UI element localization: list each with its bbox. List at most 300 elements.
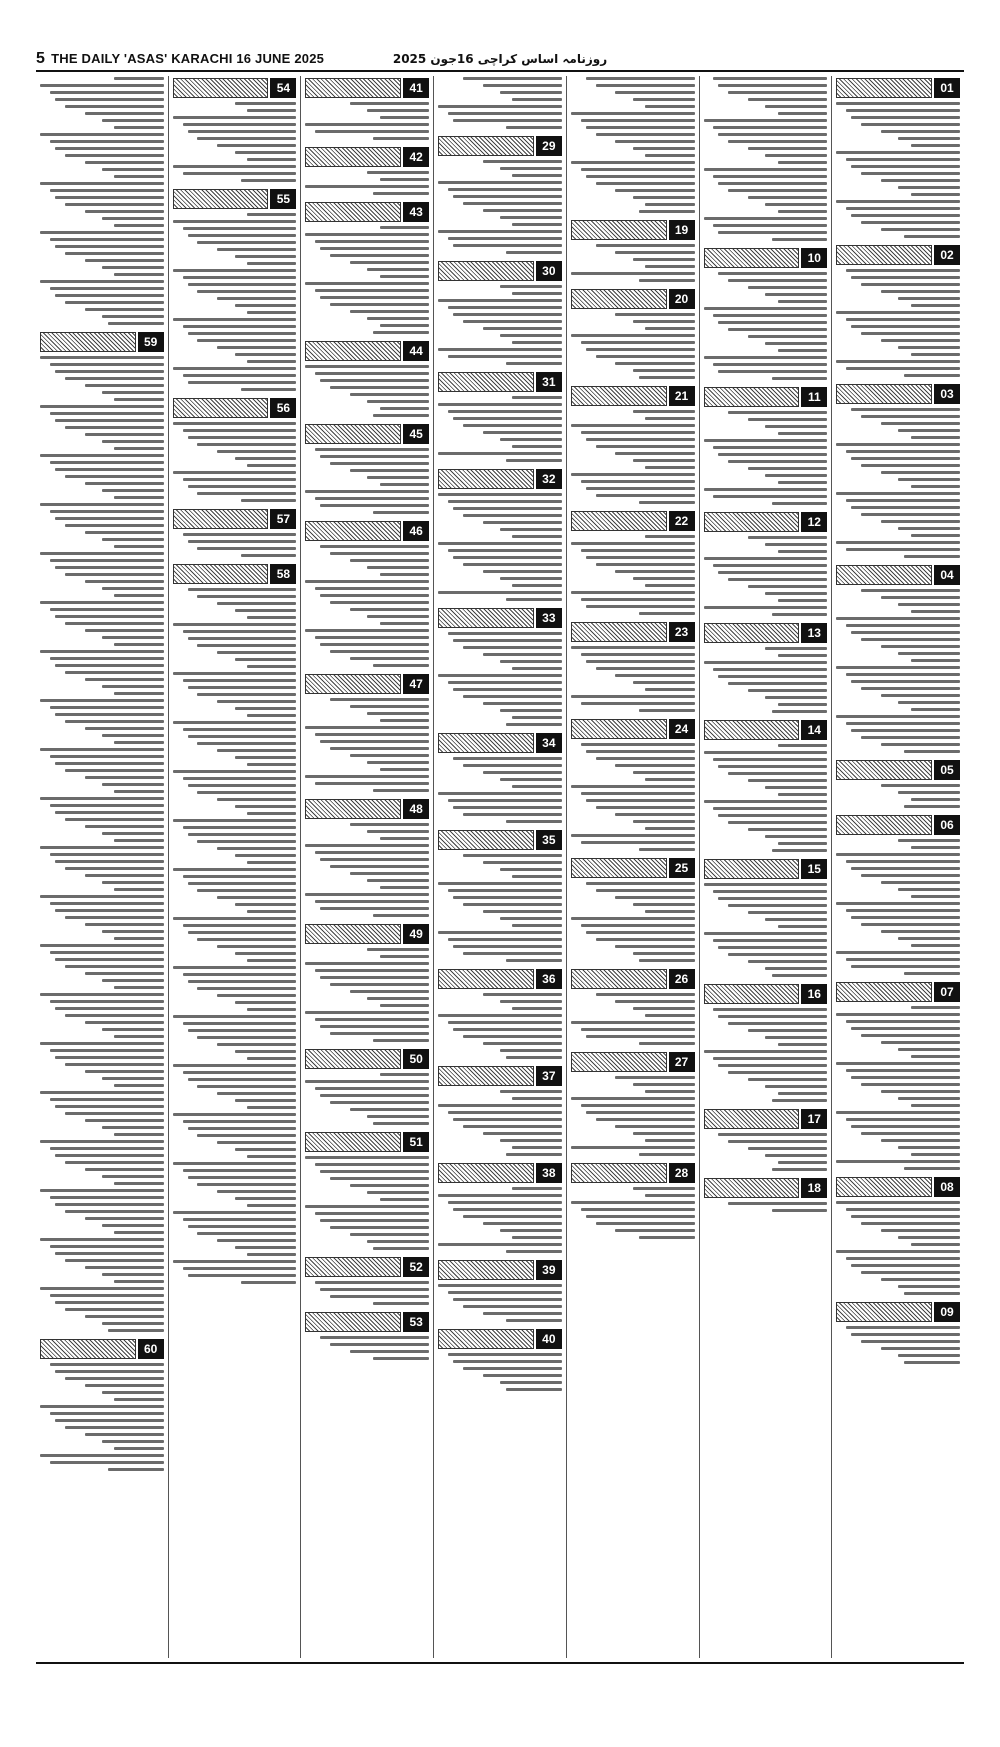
text-line bbox=[586, 77, 695, 80]
text-line bbox=[596, 1222, 695, 1225]
text-line bbox=[241, 1281, 297, 1284]
text-line bbox=[65, 154, 164, 157]
text-line bbox=[448, 681, 562, 684]
text-line bbox=[330, 1226, 429, 1229]
text-line bbox=[114, 1280, 163, 1283]
headline-hatch bbox=[305, 341, 401, 361]
text-line bbox=[506, 723, 562, 726]
item-body-text bbox=[438, 853, 562, 963]
text-line bbox=[881, 645, 960, 648]
text-line bbox=[367, 109, 429, 112]
text-line bbox=[217, 346, 296, 349]
text-line bbox=[102, 1273, 164, 1276]
text-line bbox=[102, 1440, 164, 1443]
text-line bbox=[448, 1021, 562, 1024]
text-line bbox=[778, 842, 827, 845]
text-line bbox=[65, 252, 164, 255]
text-line bbox=[320, 296, 429, 299]
item-body-text bbox=[571, 534, 695, 616]
text-line bbox=[438, 591, 562, 594]
text-line bbox=[114, 888, 163, 891]
text-line bbox=[881, 1041, 960, 1044]
item-body-text bbox=[173, 587, 297, 1285]
text-line bbox=[55, 294, 164, 297]
text-line bbox=[772, 849, 828, 852]
text-line bbox=[350, 657, 429, 660]
text-line bbox=[114, 790, 163, 793]
item-number-row bbox=[305, 521, 429, 541]
text-line bbox=[765, 474, 827, 477]
text-line bbox=[188, 1127, 297, 1130]
masthead-english: THE DAILY 'ASAS' KARACHI 16 JUNE 2025 bbox=[51, 51, 325, 66]
text-line bbox=[483, 209, 562, 212]
item-number-row bbox=[836, 982, 960, 1002]
text-line bbox=[861, 638, 960, 641]
text-line bbox=[645, 417, 694, 420]
text-line bbox=[615, 813, 694, 816]
text-line bbox=[596, 757, 695, 760]
item-number-badge: 53 bbox=[403, 1312, 429, 1332]
text-line bbox=[448, 938, 562, 941]
text-line bbox=[453, 556, 562, 559]
text-line bbox=[765, 1085, 827, 1088]
item-number-row bbox=[173, 509, 297, 529]
text-line bbox=[50, 510, 164, 513]
text-line bbox=[247, 1106, 296, 1109]
text-line bbox=[65, 377, 164, 380]
text-line bbox=[911, 708, 960, 711]
text-line bbox=[315, 782, 429, 785]
text-line bbox=[704, 356, 828, 359]
text-line bbox=[881, 471, 960, 474]
text-line bbox=[500, 528, 562, 531]
text-line bbox=[197, 443, 296, 446]
item-number-badge: 32 bbox=[536, 469, 562, 489]
headline-hatch bbox=[40, 1339, 136, 1359]
text-line bbox=[438, 348, 562, 351]
news-column bbox=[831, 76, 964, 1658]
text-line bbox=[861, 513, 960, 516]
text-line bbox=[183, 429, 297, 432]
text-line bbox=[217, 847, 296, 850]
text-line bbox=[380, 407, 429, 410]
headline-hatch bbox=[438, 733, 534, 753]
item-number-row bbox=[571, 1163, 695, 1183]
text-line bbox=[102, 315, 164, 318]
news-item bbox=[305, 1049, 429, 1126]
item-number-badge: 54 bbox=[270, 78, 296, 98]
text-line bbox=[320, 1219, 429, 1222]
text-line bbox=[448, 188, 562, 191]
text-line bbox=[512, 223, 561, 226]
text-line bbox=[728, 821, 827, 824]
text-line bbox=[40, 356, 164, 359]
item-number-badge: 55 bbox=[270, 189, 296, 209]
text-line bbox=[500, 216, 562, 219]
text-line bbox=[748, 418, 827, 421]
text-line bbox=[320, 1170, 429, 1173]
text-line bbox=[512, 1236, 561, 1239]
text-line bbox=[639, 210, 695, 213]
item-number-badge: 15 bbox=[801, 859, 827, 879]
headline-hatch bbox=[438, 608, 534, 628]
text-line bbox=[217, 749, 296, 752]
text-line bbox=[380, 837, 429, 840]
item-number-row bbox=[438, 830, 562, 850]
text-line bbox=[108, 1329, 164, 1332]
text-line bbox=[639, 1236, 695, 1239]
text-line bbox=[247, 763, 296, 766]
text-line bbox=[114, 1398, 163, 1401]
text-line bbox=[102, 734, 164, 737]
text-line bbox=[483, 702, 562, 705]
text-line bbox=[881, 596, 960, 599]
headline-hatch bbox=[305, 424, 401, 444]
text-line bbox=[911, 1243, 960, 1246]
text-line bbox=[704, 217, 828, 220]
text-line bbox=[861, 589, 960, 592]
text-line bbox=[728, 140, 827, 143]
item-body-text bbox=[836, 407, 960, 559]
headline-hatch bbox=[836, 815, 932, 835]
text-line bbox=[50, 608, 164, 611]
item-number-row bbox=[305, 1132, 429, 1152]
text-line bbox=[40, 797, 164, 800]
text-line bbox=[836, 443, 960, 446]
text-line bbox=[748, 828, 827, 831]
item-body-text bbox=[40, 76, 164, 326]
text-line bbox=[188, 980, 297, 983]
text-line bbox=[836, 1201, 960, 1204]
text-line bbox=[188, 1274, 297, 1277]
text-line bbox=[373, 664, 429, 667]
page-number: 5 bbox=[36, 50, 46, 67]
text-line bbox=[55, 1105, 164, 1108]
text-line bbox=[65, 671, 164, 674]
text-line bbox=[728, 578, 827, 581]
text-line bbox=[615, 91, 694, 94]
text-line bbox=[380, 886, 429, 889]
text-line bbox=[846, 548, 960, 551]
text-line bbox=[235, 658, 297, 661]
text-line bbox=[85, 923, 164, 926]
text-line bbox=[881, 130, 960, 133]
text-line bbox=[55, 713, 164, 716]
text-line bbox=[586, 175, 695, 178]
text-line bbox=[85, 161, 164, 164]
text-line bbox=[188, 485, 297, 488]
text-line bbox=[881, 784, 960, 787]
text-line bbox=[55, 958, 164, 961]
text-line bbox=[861, 221, 960, 224]
text-line bbox=[898, 527, 960, 530]
item-body-text bbox=[836, 268, 960, 378]
item-number-badge: 38 bbox=[536, 1163, 562, 1183]
text-line bbox=[183, 1218, 297, 1221]
text-line bbox=[748, 335, 827, 338]
text-line bbox=[65, 1377, 164, 1380]
text-line bbox=[173, 672, 297, 675]
text-line bbox=[373, 1302, 429, 1305]
text-line bbox=[512, 396, 561, 399]
text-line bbox=[330, 552, 429, 555]
text-line bbox=[765, 543, 827, 546]
text-line bbox=[330, 983, 429, 986]
text-line bbox=[50, 804, 164, 807]
text-line bbox=[50, 1196, 164, 1199]
text-line bbox=[197, 1085, 296, 1088]
text-line bbox=[65, 573, 164, 576]
text-line bbox=[40, 1405, 164, 1408]
text-line bbox=[861, 736, 960, 739]
text-line bbox=[483, 521, 562, 524]
text-line bbox=[367, 1191, 429, 1194]
item-number-badge: 37 bbox=[536, 1066, 562, 1086]
text-line bbox=[438, 493, 562, 496]
text-line bbox=[453, 945, 562, 948]
text-line bbox=[448, 799, 562, 802]
text-line bbox=[188, 332, 297, 335]
text-line bbox=[851, 1333, 960, 1336]
text-line bbox=[55, 1301, 164, 1304]
item-number-row bbox=[571, 622, 695, 642]
text-line bbox=[615, 674, 694, 677]
item-number-row bbox=[173, 78, 297, 98]
text-line bbox=[330, 1295, 429, 1298]
text-line bbox=[904, 374, 960, 377]
text-line bbox=[55, 245, 164, 248]
text-line bbox=[315, 289, 429, 292]
text-line bbox=[102, 1077, 164, 1080]
text-line bbox=[350, 872, 429, 875]
text-line bbox=[108, 1468, 164, 1471]
text-line bbox=[102, 685, 164, 688]
item-number-row bbox=[438, 261, 562, 281]
text-line bbox=[911, 1104, 960, 1107]
text-line bbox=[197, 241, 296, 244]
text-line bbox=[50, 657, 164, 660]
text-line bbox=[320, 740, 429, 743]
text-line bbox=[448, 1201, 562, 1204]
text-line bbox=[846, 1118, 960, 1121]
text-line bbox=[596, 355, 695, 358]
text-line bbox=[615, 313, 694, 316]
text-line bbox=[898, 1048, 960, 1051]
text-line bbox=[247, 910, 296, 913]
text-line bbox=[114, 937, 163, 940]
text-line bbox=[718, 231, 827, 234]
text-line bbox=[881, 422, 960, 425]
news-item bbox=[704, 248, 828, 381]
text-line bbox=[728, 1071, 827, 1074]
text-line bbox=[438, 931, 562, 934]
text-line bbox=[50, 1147, 164, 1150]
text-line bbox=[85, 433, 164, 436]
text-line bbox=[778, 161, 827, 164]
text-line bbox=[85, 776, 164, 779]
text-line bbox=[367, 566, 429, 569]
text-line bbox=[102, 1322, 164, 1325]
text-line bbox=[85, 384, 164, 387]
text-line bbox=[367, 830, 429, 833]
text-line bbox=[50, 1098, 164, 1101]
text-line bbox=[183, 1267, 297, 1270]
text-line bbox=[320, 455, 429, 458]
news-item bbox=[438, 1066, 562, 1157]
text-line bbox=[728, 1022, 827, 1025]
text-line bbox=[748, 1078, 827, 1081]
text-line bbox=[581, 598, 695, 601]
text-line bbox=[704, 800, 828, 803]
item-number-badge: 03 bbox=[934, 384, 960, 404]
text-line bbox=[586, 931, 695, 934]
text-line bbox=[748, 286, 827, 289]
text-line bbox=[571, 424, 695, 427]
item-number-row bbox=[438, 1163, 562, 1183]
item-body-text bbox=[305, 225, 429, 335]
item-number-badge: 14 bbox=[801, 720, 827, 740]
item-body-text bbox=[836, 1005, 960, 1171]
headline-hatch bbox=[836, 245, 932, 265]
headline-hatch bbox=[571, 858, 667, 878]
item-number-row bbox=[438, 1329, 562, 1349]
text-line bbox=[173, 819, 297, 822]
text-line bbox=[596, 667, 695, 670]
text-line bbox=[40, 1238, 164, 1241]
text-line bbox=[247, 665, 296, 668]
text-line bbox=[483, 1312, 562, 1315]
text-line bbox=[373, 789, 429, 792]
text-line bbox=[188, 784, 297, 787]
text-line bbox=[645, 1139, 694, 1142]
text-line bbox=[330, 1101, 429, 1104]
text-line bbox=[633, 681, 695, 684]
text-line bbox=[85, 531, 164, 534]
text-line bbox=[639, 959, 695, 962]
text-line bbox=[512, 584, 561, 587]
text-line bbox=[851, 214, 960, 217]
headline-hatch bbox=[836, 384, 932, 404]
item-number-badge: 41 bbox=[403, 78, 429, 98]
text-line bbox=[330, 462, 429, 465]
text-line bbox=[512, 716, 561, 719]
text-line bbox=[512, 1007, 561, 1010]
text-line bbox=[639, 1042, 695, 1045]
text-line bbox=[586, 438, 695, 441]
text-line bbox=[713, 1008, 827, 1011]
text-line bbox=[40, 993, 164, 996]
text-line bbox=[305, 962, 429, 965]
text-line bbox=[247, 158, 296, 161]
text-line bbox=[438, 403, 562, 406]
text-line bbox=[367, 476, 429, 479]
text-line bbox=[55, 1419, 164, 1422]
news-item bbox=[438, 1260, 562, 1323]
text-line bbox=[713, 758, 827, 761]
text-line bbox=[183, 1022, 297, 1025]
text-line bbox=[586, 1111, 695, 1114]
text-line bbox=[911, 944, 960, 947]
item-number-row bbox=[571, 386, 695, 406]
text-line bbox=[836, 1062, 960, 1065]
text-line bbox=[114, 447, 163, 450]
text-line bbox=[846, 1326, 960, 1329]
item-number-badge: 44 bbox=[403, 341, 429, 361]
headline-hatch bbox=[438, 261, 534, 281]
text-line bbox=[65, 475, 164, 478]
text-line bbox=[718, 1064, 827, 1067]
news-item bbox=[836, 1177, 960, 1296]
item-number-row bbox=[438, 469, 562, 489]
text-line bbox=[330, 386, 429, 389]
text-line bbox=[904, 235, 960, 238]
text-line bbox=[173, 623, 297, 626]
headline-hatch bbox=[438, 469, 534, 489]
text-line bbox=[615, 1000, 694, 1003]
text-line bbox=[315, 969, 429, 972]
item-number-badge: 24 bbox=[669, 719, 695, 739]
text-line bbox=[315, 851, 429, 854]
text-line bbox=[173, 116, 297, 119]
text-line bbox=[836, 541, 960, 544]
text-line bbox=[586, 1215, 695, 1218]
headline-hatch bbox=[173, 564, 269, 584]
text-line bbox=[748, 585, 827, 588]
text-line bbox=[65, 203, 164, 206]
text-line bbox=[581, 653, 695, 656]
text-line bbox=[778, 210, 827, 213]
text-line bbox=[571, 1201, 695, 1204]
text-line bbox=[586, 605, 695, 608]
masthead-english-group bbox=[36, 50, 324, 68]
text-line bbox=[586, 799, 695, 802]
text-line bbox=[114, 1035, 163, 1038]
text-line bbox=[85, 1384, 164, 1387]
text-line bbox=[85, 629, 164, 632]
text-line bbox=[85, 678, 164, 681]
text-line bbox=[40, 650, 164, 653]
item-body-text bbox=[438, 1283, 562, 1323]
news-item bbox=[571, 622, 695, 713]
text-line bbox=[571, 542, 695, 545]
text-line bbox=[114, 126, 163, 129]
text-line bbox=[581, 702, 695, 705]
text-line bbox=[217, 994, 296, 997]
text-line bbox=[861, 1083, 960, 1086]
text-line bbox=[639, 612, 695, 615]
text-line bbox=[235, 102, 297, 105]
item-body-text bbox=[438, 76, 562, 130]
text-line bbox=[367, 615, 429, 618]
text-line bbox=[217, 1092, 296, 1095]
text-line bbox=[904, 750, 960, 753]
item-body-text bbox=[438, 1352, 562, 1392]
item-number-badge: 40 bbox=[536, 1329, 562, 1349]
news-item bbox=[305, 1257, 429, 1306]
text-line bbox=[305, 629, 429, 632]
text-line bbox=[713, 314, 827, 317]
item-body-text bbox=[305, 1155, 429, 1251]
item-body-text bbox=[704, 271, 828, 381]
text-line bbox=[596, 993, 695, 996]
text-line bbox=[217, 896, 296, 899]
text-line bbox=[217, 450, 296, 453]
item-number-row bbox=[305, 924, 429, 944]
text-line bbox=[217, 798, 296, 801]
item-number-badge: 10 bbox=[801, 248, 827, 268]
news-column bbox=[168, 76, 301, 1658]
text-line bbox=[778, 744, 827, 747]
